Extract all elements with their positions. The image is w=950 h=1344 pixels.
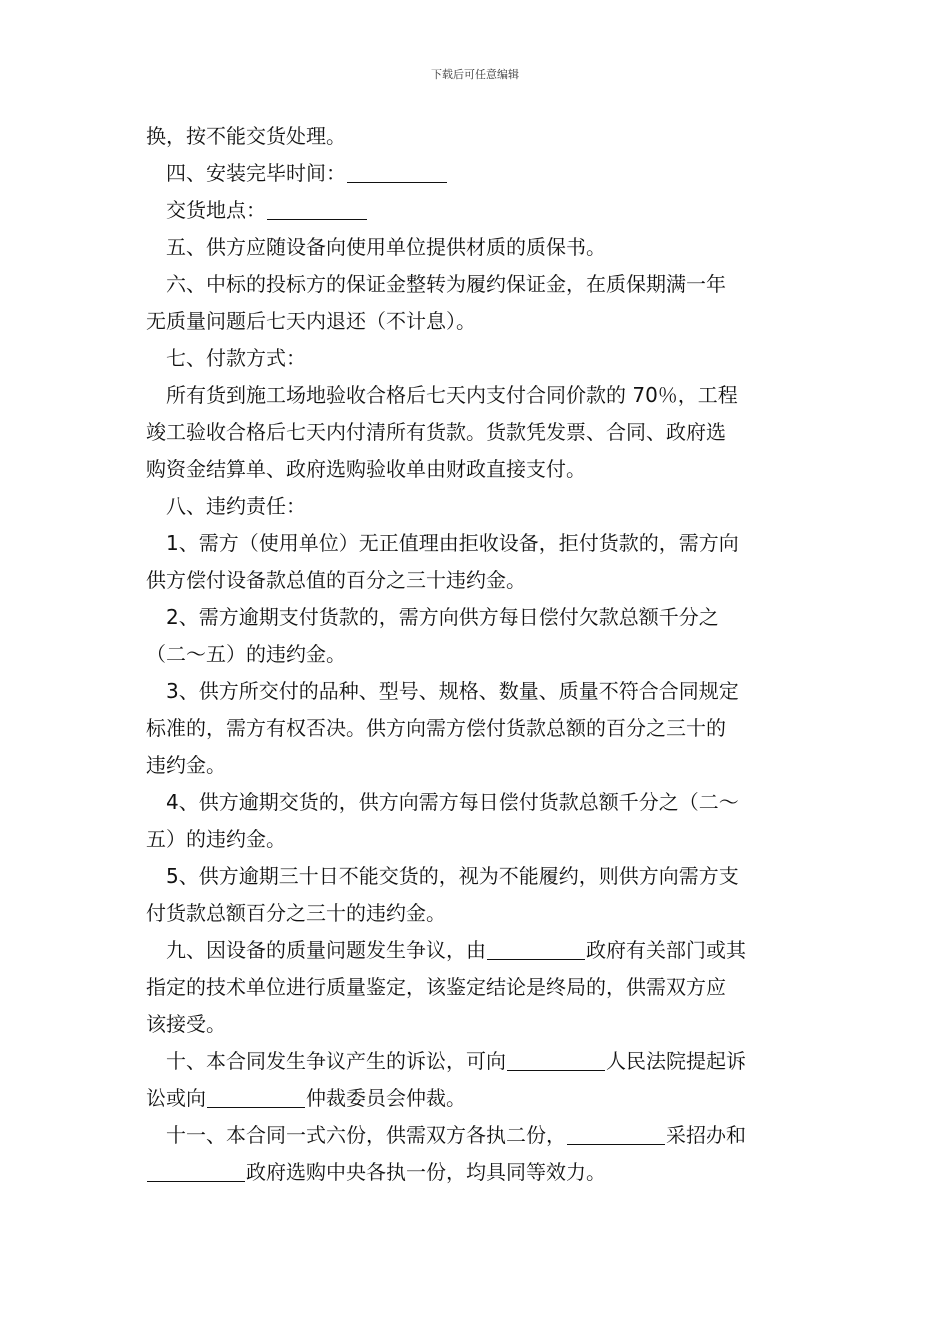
text-line: 换，按不能交货处理。 bbox=[146, 124, 346, 148]
authority-blank bbox=[487, 939, 585, 960]
text-fragment: 人民法院提起诉 bbox=[606, 1049, 746, 1073]
arbitration-blank bbox=[207, 1087, 305, 1108]
text-line: 2、需方逾期支付货款的，需方向供方每日偿付欠款总额千分之 bbox=[166, 605, 719, 629]
text-fragment: 十、本合同发生争议产生的诉讼，可向 bbox=[166, 1049, 506, 1073]
copies-line-2 bbox=[146, 1154, 812, 1191]
text-fragment: 采招办和 bbox=[666, 1123, 746, 1147]
court-blank bbox=[507, 1050, 605, 1071]
text-line: 违约金。 bbox=[146, 753, 226, 777]
text-line: 该接受。 bbox=[146, 1012, 226, 1036]
text-line: 指定的技术单位进行质量鉴定，该鉴定结论是终局的，供需双方应 bbox=[146, 975, 726, 999]
copies-line bbox=[146, 1117, 812, 1154]
court-line bbox=[146, 1043, 812, 1080]
text-fragment: 仲裁委员会仲裁。 bbox=[306, 1086, 466, 1110]
text-fragment: 九、因设备的质量问题发生争议，由 bbox=[166, 938, 486, 962]
text-line: 4、供方逾期交货的，供方向需方每日偿付货款总额千分之（二～ bbox=[166, 790, 739, 814]
text-line: 5、供方逾期三十日不能交货的，视为不能履约，则供方向需方支 bbox=[166, 864, 739, 888]
text-line: 竣工验收合格后七天内付清所有货款。货款凭发票、合同、政府选 bbox=[146, 420, 726, 444]
procurement-office-blank bbox=[567, 1124, 665, 1145]
contract-body bbox=[146, 118, 812, 1191]
text-line: 五、供方应随设备向使用单位提供材质的质保书。 bbox=[166, 235, 606, 259]
government-blank bbox=[147, 1161, 245, 1182]
text-fragment: 政府选购中央各执一份，均具同等效力。 bbox=[246, 1160, 606, 1184]
text-line: 标准的，需方有权否决。供方向需方偿付货款总额的百分之三十的 bbox=[146, 716, 726, 740]
text-line: 1、需方（使用单位）无正值理由拒收设备，拒付货款的，需方向 bbox=[166, 531, 739, 555]
text-line: 无质量问题后七天内退还（不计息）。 bbox=[146, 309, 476, 333]
delivery-location-line bbox=[146, 192, 812, 229]
section-heading: 八、违约责任： bbox=[166, 494, 306, 518]
text-line: 六、中标的投标方的保证金整转为履约保证金，在质保期满一年 bbox=[166, 272, 726, 296]
dispute-authority-line bbox=[146, 932, 812, 969]
text-fragment: 讼或向 bbox=[146, 1086, 206, 1110]
section-heading: 七、付款方式： bbox=[166, 346, 306, 370]
page-header-note: 下载后可任意编辑 bbox=[431, 68, 519, 81]
delivery-location-blank bbox=[267, 199, 367, 220]
text-line: 3、供方所交付的品种、型号、规格、数量、质量不符合合同规定 bbox=[166, 679, 739, 703]
install-time-blank bbox=[347, 162, 447, 183]
text-fragment: 政府有关部门或其 bbox=[586, 938, 746, 962]
text-line: 五）的违约金。 bbox=[146, 827, 286, 851]
arbitration-line bbox=[146, 1080, 812, 1117]
text-line: 所有货到施工场地验收合格后七天内支付合同价款的 70％，工程 bbox=[166, 383, 738, 407]
text-line: 购资金结算单、政府选购验收单由财政直接支付。 bbox=[146, 457, 586, 481]
text-line: 付货款总额百分之三十的违约金。 bbox=[146, 901, 446, 925]
text-fragment: 十一、本合同一式六份，供需双方各执二份， bbox=[166, 1123, 566, 1147]
text-line: 供方偿付设备款总值的百分之三十违约金。 bbox=[146, 568, 526, 592]
install-time-line bbox=[146, 155, 812, 192]
text-line: （二～五）的违约金。 bbox=[146, 642, 346, 666]
text-fragment: 交货地点： bbox=[166, 198, 266, 222]
text-fragment: 四、安装完毕时间： bbox=[166, 161, 346, 185]
